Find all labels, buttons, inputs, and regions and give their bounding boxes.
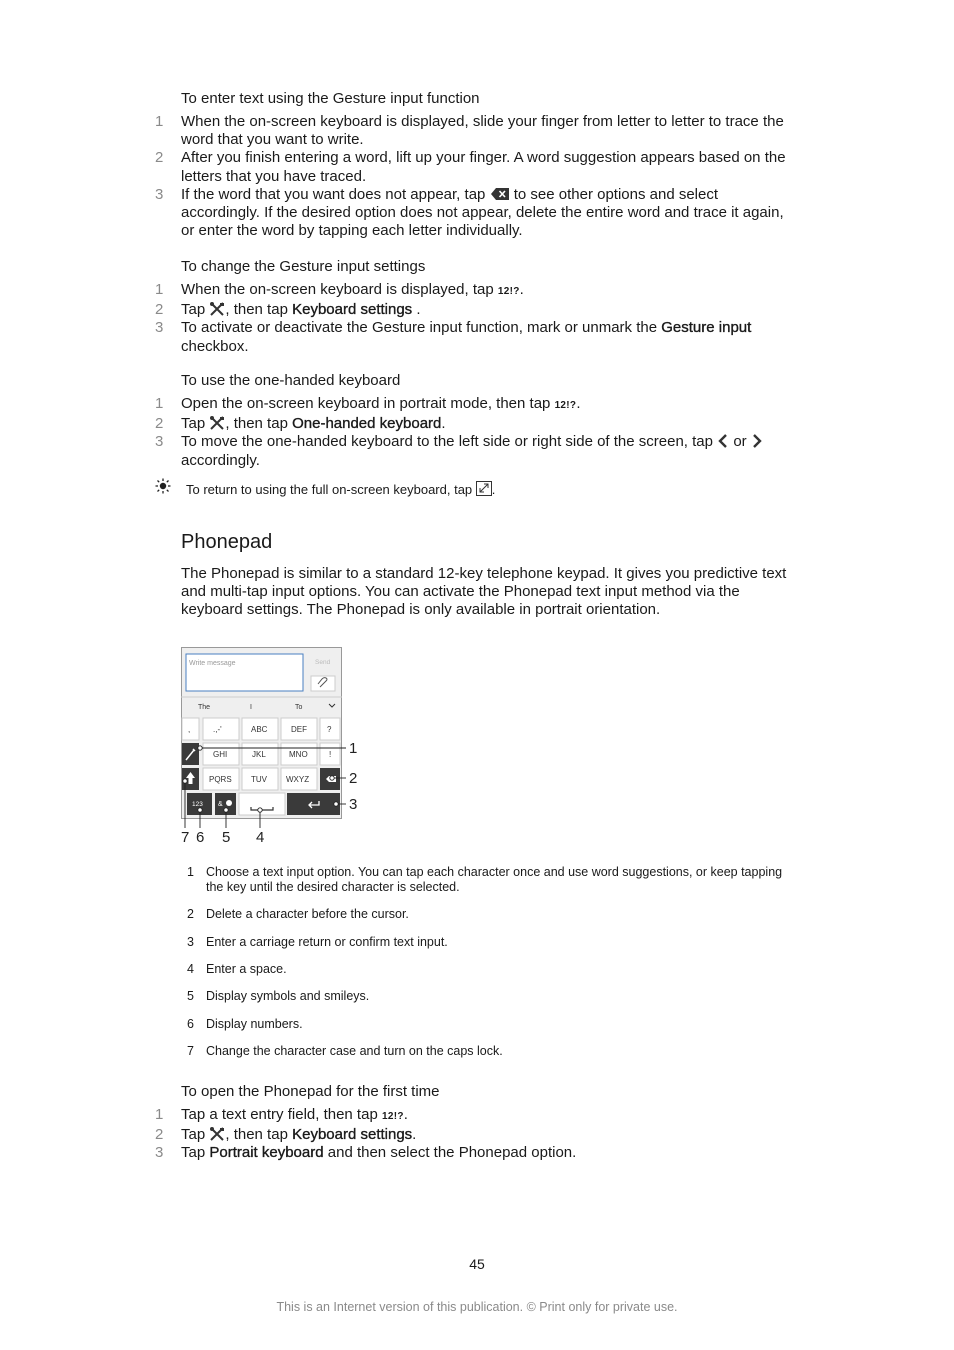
- step-text: Tap: [181, 1144, 206, 1162]
- step-text: To move the one-handed keyboard to the left side or right side of the screen, tap: [181, 433, 713, 451]
- suggestion: The: [198, 704, 211, 711]
- step: [150, 433, 790, 469]
- callout-text: Enter a carriage return or confirm text input.: [206, 935, 448, 949]
- section-heading-open-phonepad: To open the Phonepad for the first time: [181, 1083, 440, 1100]
- footer-note: This is an Internet version of this publication. © Print only for private use.: [276, 1300, 678, 1314]
- section-heading-one-handed: To use the one-handed keyboard: [181, 372, 401, 389]
- step-text: accordingly.: [181, 451, 260, 469]
- tools-icon: [209, 302, 225, 316]
- key: .,-': [213, 725, 222, 734]
- step: [150, 113, 790, 149]
- figure-label: 2: [349, 770, 358, 787]
- step-number: 1: [155, 1106, 164, 1123]
- step-text: After you finish entering a word, lift up your finger. A word suggestion appears based on the letters that you have traced.: [181, 149, 786, 185]
- key-symbols: &: [218, 801, 223, 808]
- callout-text: Delete a character before the cursor.: [206, 907, 409, 921]
- bold-term: Keyboard settings: [292, 1126, 413, 1144]
- step-number: 1: [155, 395, 164, 412]
- step-text: , then tap: [225, 301, 288, 319]
- page-number: 45: [469, 1256, 485, 1272]
- step: [150, 1126, 790, 1144]
- steps-one-handed: [150, 395, 790, 470]
- step-text: .: [519, 281, 524, 298]
- key: !: [329, 750, 332, 759]
- key: ,: [188, 725, 191, 734]
- callout-number: 5: [187, 989, 194, 1003]
- callout-number: 7: [187, 1044, 194, 1058]
- callout-number: 2: [187, 907, 194, 921]
- delete-key-icon: [490, 187, 510, 201]
- chevron-right-icon: [751, 434, 763, 448]
- key: WXYZ: [286, 775, 310, 784]
- step-number: 2: [155, 301, 164, 319]
- tip-text: [186, 481, 495, 497]
- step-number: 2: [155, 415, 164, 433]
- bold-term: Keyboard settings: [292, 301, 413, 319]
- step: [150, 415, 790, 433]
- callout-item: [186, 989, 796, 1004]
- step-text: .: [412, 301, 421, 319]
- send-label: Send: [315, 659, 331, 666]
- section-heading-gesture-input: To enter text using the Gesture input function: [181, 90, 480, 107]
- key: DEF: [291, 725, 307, 734]
- numbers-key-icon: 12!?: [497, 286, 520, 297]
- step-number: 3: [155, 185, 164, 203]
- step-number: 2: [155, 149, 164, 167]
- key: MNO: [289, 750, 308, 759]
- steps-gesture-input: [150, 113, 790, 240]
- callout-item: [186, 865, 796, 895]
- step-text: to see other options and select accordingly. If the desired option does not appear, delete the entire word and trace it again, or enter the word by tapping each letter individually.: [181, 185, 784, 240]
- figure-label: 7: [181, 829, 190, 846]
- tools-icon: [209, 1127, 225, 1141]
- step-text: checkbox.: [181, 337, 249, 355]
- callout-item: [186, 907, 796, 922]
- step-text: Tap: [181, 1126, 206, 1144]
- figure-label: 4: [256, 829, 265, 846]
- lightbulb-icon: [155, 478, 171, 494]
- suggestion: I: [250, 704, 252, 711]
- step-text: .: [576, 395, 581, 412]
- step: [150, 301, 790, 319]
- bold-term: Portrait keyboard: [209, 1144, 324, 1162]
- step-text: .: [441, 415, 446, 433]
- figure-label: 1: [349, 740, 358, 757]
- step-number: 3: [155, 319, 164, 337]
- callout-number: 6: [187, 1017, 194, 1031]
- key: JKL: [252, 750, 266, 759]
- step-text: or: [733, 433, 747, 451]
- key: ?: [327, 725, 332, 734]
- figure-label: 5: [222, 829, 231, 846]
- step-text: If the word that you want does not appear, tap: [181, 185, 486, 203]
- callout-text: Display symbols and smileys.: [206, 989, 370, 1003]
- figure-label: 3: [349, 796, 358, 813]
- step-text: , then tap: [225, 415, 288, 433]
- step: [150, 186, 790, 241]
- step: [150, 1144, 790, 1162]
- expand-icon: [476, 481, 492, 496]
- key: PQRS: [209, 775, 232, 784]
- step-text: .: [412, 1126, 417, 1144]
- numbers-key-icon: 12!?: [381, 1111, 404, 1122]
- step-text: .: [403, 1106, 408, 1123]
- suggestion: To: [295, 704, 303, 711]
- key: TUV: [251, 775, 267, 784]
- step: [150, 395, 790, 415]
- phonepad-heading: Phonepad: [181, 531, 273, 553]
- callout-text: Enter a space.: [206, 962, 287, 976]
- callout-item: [186, 1044, 796, 1059]
- step-number: 3: [155, 1144, 164, 1162]
- step-text: and then select the Phonepad option.: [323, 1144, 577, 1162]
- chevron-left-icon: [717, 434, 729, 448]
- callout-item: [186, 1017, 796, 1032]
- key-123: 123: [192, 801, 203, 808]
- callout-item: [186, 962, 796, 977]
- step-text: Tap a text entry field, then tap: [181, 1106, 378, 1123]
- step-text: Open the on-screen keyboard in portrait mode, then tap: [181, 395, 551, 412]
- step-text: Tap: [181, 301, 206, 319]
- step-text: When the on-screen keyboard is displayed, slide your finger from letter to letter to trace the word that you want to write.: [181, 113, 784, 149]
- step-text: When the on-screen keyboard is displayed, tap: [181, 281, 494, 298]
- step-text: To activate or deactivate the Gesture input function, mark or unmark the: [181, 319, 658, 337]
- key: ABC: [251, 725, 268, 734]
- step-number: 1: [155, 281, 164, 298]
- phonepad-intro: The Phonepad is similar to a standard 12-key telephone keypad. It gives you predictive text and multi-tap input options. You can activate the Phonepad text input method via the keyboard settings. The Phonepad is only available in portrait orientation.: [181, 565, 787, 619]
- smiley-icon: [226, 800, 232, 806]
- steps-gesture-settings: [150, 281, 790, 356]
- step-number: 1: [155, 113, 164, 130]
- tools-icon: [209, 416, 225, 430]
- callout-number: 1: [187, 865, 194, 879]
- tip-text-b: .: [491, 482, 496, 497]
- numbers-key-icon: 12!?: [554, 400, 577, 411]
- step-text: , then tap: [225, 1126, 288, 1144]
- key: GHI: [213, 750, 228, 759]
- bold-term: Gesture input: [661, 319, 752, 337]
- phonepad-figure: [181, 647, 361, 847]
- step: [150, 281, 790, 301]
- callout-text: Change the character case and turn on the caps lock.: [206, 1044, 503, 1058]
- callout-text: Display numbers.: [206, 1017, 303, 1031]
- callout-item: [186, 935, 796, 950]
- callout-text: Choose a text input option. You can tap each character once and use word suggestions, or keep tapping the key until the desired character is selected.: [206, 865, 783, 894]
- section-heading-gesture-settings: To change the Gesture input settings: [181, 258, 426, 275]
- callout-number: 3: [187, 935, 194, 949]
- tip-text-a: To return to using the full on-screen keyboard, tap: [186, 482, 473, 497]
- step: [150, 319, 790, 355]
- step-number: 3: [155, 433, 164, 451]
- bold-term: One-handed keyboard: [292, 415, 442, 433]
- step-text: Tap: [181, 415, 206, 433]
- steps-open-phonepad: [150, 1106, 790, 1163]
- message-placeholder: Write message: [189, 660, 236, 667]
- callout-number: 4: [187, 962, 194, 976]
- step-number: 2: [155, 1126, 164, 1144]
- step: [150, 1106, 790, 1126]
- figure-label: 6: [196, 829, 205, 846]
- step: [150, 149, 790, 185]
